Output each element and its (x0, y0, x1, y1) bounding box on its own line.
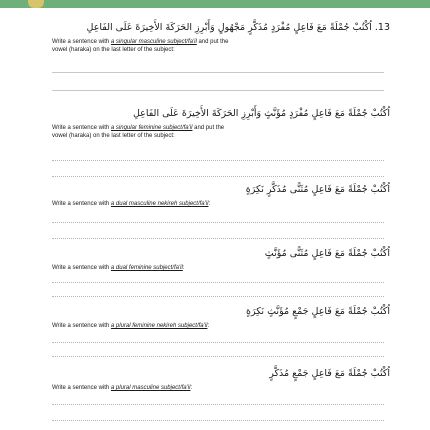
answer-line[interactable] (52, 404, 384, 405)
instruction-text-end: : (207, 323, 210, 329)
instruction-text-end: and put the (192, 125, 225, 131)
answer-line[interactable] (52, 296, 384, 297)
instruction-text: Write a sentence with (52, 323, 111, 329)
exercise-1-instruction (52, 38, 228, 54)
answer-line[interactable] (52, 356, 384, 357)
instruction-text: Write a sentence with (52, 125, 111, 131)
exercise-2-instruction (52, 124, 224, 140)
instruction-text: Write a sentence with (52, 385, 111, 391)
instruction-text-end: : (182, 265, 185, 271)
answer-line[interactable] (52, 238, 384, 239)
exercise-1-arabic: 13. اُكْتُبْ جُمْلَةً مَعَ فَاعِلٍ مُفْرَدٍ مُذَكَّرٍ مَجْهُولٍ وَأَبْرِزِ الحَرَكَةَ الأَخِيرَةَ عَلَى الفَاعِلِ (86, 22, 390, 33)
instruction-line2: vowel (haraka) on the last letter of the subject: (52, 47, 175, 53)
instruction-underlined: a plural feminine nekireh subject/fa'il (110, 323, 208, 329)
instruction-text-end: : (190, 385, 193, 391)
answer-line[interactable] (52, 72, 384, 73)
instruction-underlined: a singular masculine subject/fa'il (110, 39, 197, 45)
answer-line[interactable] (52, 342, 384, 343)
exercise-5-arabic: اُكْتُبْ جُمْلَةً مَعَ فَاعِلٍ جَمْعٍ مُؤَنَّثٍ نَكِرَةٍ (245, 306, 390, 317)
answer-line[interactable] (52, 176, 384, 177)
instruction-underlined: a plural masculine subject/fa'il (110, 385, 191, 391)
instruction-underlined: a singular feminine subject/fa'il (110, 125, 193, 131)
header-tab (28, 0, 44, 8)
instruction-text: Write a sentence with (52, 39, 111, 45)
answer-line[interactable] (52, 90, 384, 91)
exercise-4-arabic: اُكْتُبْ جُمْلَةً مَعَ فَاعِلٍ مُثَنًّى مُؤَنَّثٍ (264, 248, 390, 259)
exercise-3-instruction (52, 200, 210, 208)
exercise-6-arabic: اُكْتُبْ جُمْلَةً مَعَ فَاعِلٍ جَمْعٍ مُذَكَّرٍ (269, 368, 390, 379)
instruction-line2: vowel (haraka) on the last letter of the subject: (52, 133, 175, 139)
instruction-text-end: : (208, 201, 211, 207)
exercise-5-instruction (52, 322, 209, 330)
answer-line[interactable] (52, 222, 384, 223)
answer-line[interactable] (52, 420, 384, 421)
header-band (0, 0, 430, 8)
exercise-3-arabic: اُكْتُبْ جُمْلَةً مَعَ فَاعِلٍ مُثَنًّى مُذَكَّرٍ نَكِرَةٍ (245, 184, 390, 195)
instruction-underlined: a dual feminine subject/fa'il (110, 265, 183, 271)
answer-line[interactable] (52, 160, 384, 161)
instruction-text: Write a sentence with (52, 265, 111, 271)
instruction-underlined: a dual masculine nekireh subject/fa'il (110, 201, 209, 207)
instruction-text-end: and put the (196, 39, 229, 45)
exercise-2-arabic: اُكْتُبْ جُمْلَةً مَعَ فَاعِلٍ مُفْرَدٍ مُؤَنَّثٍ وَأَبْرِزِ الحَرَكَةَ الأَخِيرَةَ عَلَى الفَاعِلِ (132, 108, 390, 119)
exercise-4-instruction (52, 264, 184, 272)
answer-line[interactable] (52, 282, 384, 283)
exercise-6-instruction (52, 384, 192, 392)
instruction-text: Write a sentence with (52, 201, 111, 207)
